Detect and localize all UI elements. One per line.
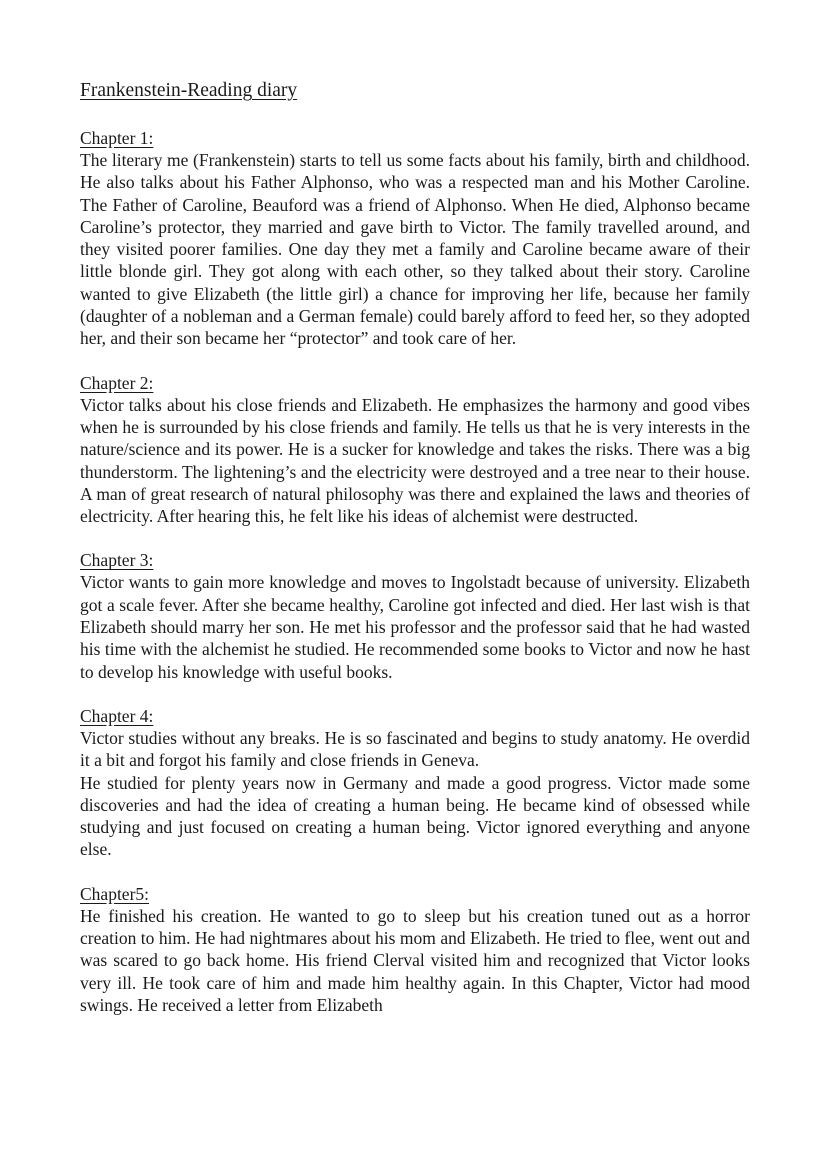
- document-title: Frankenstein-Reading diary: [80, 80, 298, 101]
- chapter-heading: Chapter 4:: [80, 705, 154, 726]
- chapter-4: [80, 705, 750, 861]
- chapter-paragraph: Victor studies without any breaks. He is so fascinated and begins to study anatomy. He overdid it a bit and forgot his family and close friends in Geneva.: [80, 727, 750, 771]
- chapter-paragraph: Victor wants to gain more knowledge and moves to Ingolstadt because of university. Elizabeth got a scale fever. After she became healthy, Caroline got infected and died. Her last wish is that Elizabeth should marry her son. He met his professor and the professor said that he had wasted his time with the alchemist he studied. He recommended some books to Victor and now he hast to develop his knowledge with useful books.: [80, 572, 750, 682]
- chapter-heading: Chapter 3:: [80, 550, 154, 571]
- chapter-heading: Chapter 1:: [80, 128, 154, 148]
- chapter-1: [80, 127, 750, 350]
- chapter-paragraph: The literary me (Frankenstein) starts to tell us some facts about his family, birth and childhood. He also talks about his Father Alphonso, who was a respected man and his Mother Caroline. The Father of Caroline, Beauford was a friend of Alphonso. When He died, Alphonso became Caroline’s protector, they married and gave birth to Victor. The family travelled around, and they visited poorer families. One day they met a family and Caroline became aware of their little blonde girl. They got along with each other, so they talked about their story. Caroline wanted to give Elizabeth (the little girl) a chance for improving her life, because her family (daughter of a nobleman and a German female) could barely afford to feed her, so they adopted her, and their son became her “protector” and took care of her.: [80, 150, 750, 349]
- chapter-heading: Chapter5:: [80, 883, 150, 904]
- chapter-2: [80, 372, 750, 528]
- chapter-5: [80, 883, 750, 1016]
- chapter-heading: Chapter 2:: [80, 372, 154, 393]
- chapter-paragraph: He studied for plenty years now in Germany and made a good progress. Victor made some discoveries and had the idea of creating a human being. He became kind of obsessed while studying and just focused on creating a human being. Victor ignored everything and anyone else.: [80, 772, 750, 860]
- document-body: [80, 127, 750, 1038]
- chapter-paragraph: Victor talks about his close friends and Elizabeth. He emphasizes the harmony and good vibes when he is surrounded by his close friends and family. He tells us that he is very interests in the nature/science and its power. He is a sucker for knowledge and takes the risks. There was a big thunderstorm. The lightening’s and the electricity were destroyed and a tree near to their house. A man of great research of natural philosophy was there and explained the laws and theories of electricity. After hearing this, he felt like his ideas of alchemist were destructed.: [80, 394, 750, 527]
- chapter-3: [80, 549, 750, 682]
- chapter-paragraph: He finished his creation. He wanted to go to sleep but his creation tuned out as a horror creation to him. He had nightmares about his mom and Elizabeth. He tried to flee, went out and was scared to go back home. His friend Clerval visited him and recognized that Victor looks very ill. He took care of him and made him healthy again. In this Chapter, Victor had mood swings. He received a letter from Elizabeth: [80, 905, 750, 1015]
